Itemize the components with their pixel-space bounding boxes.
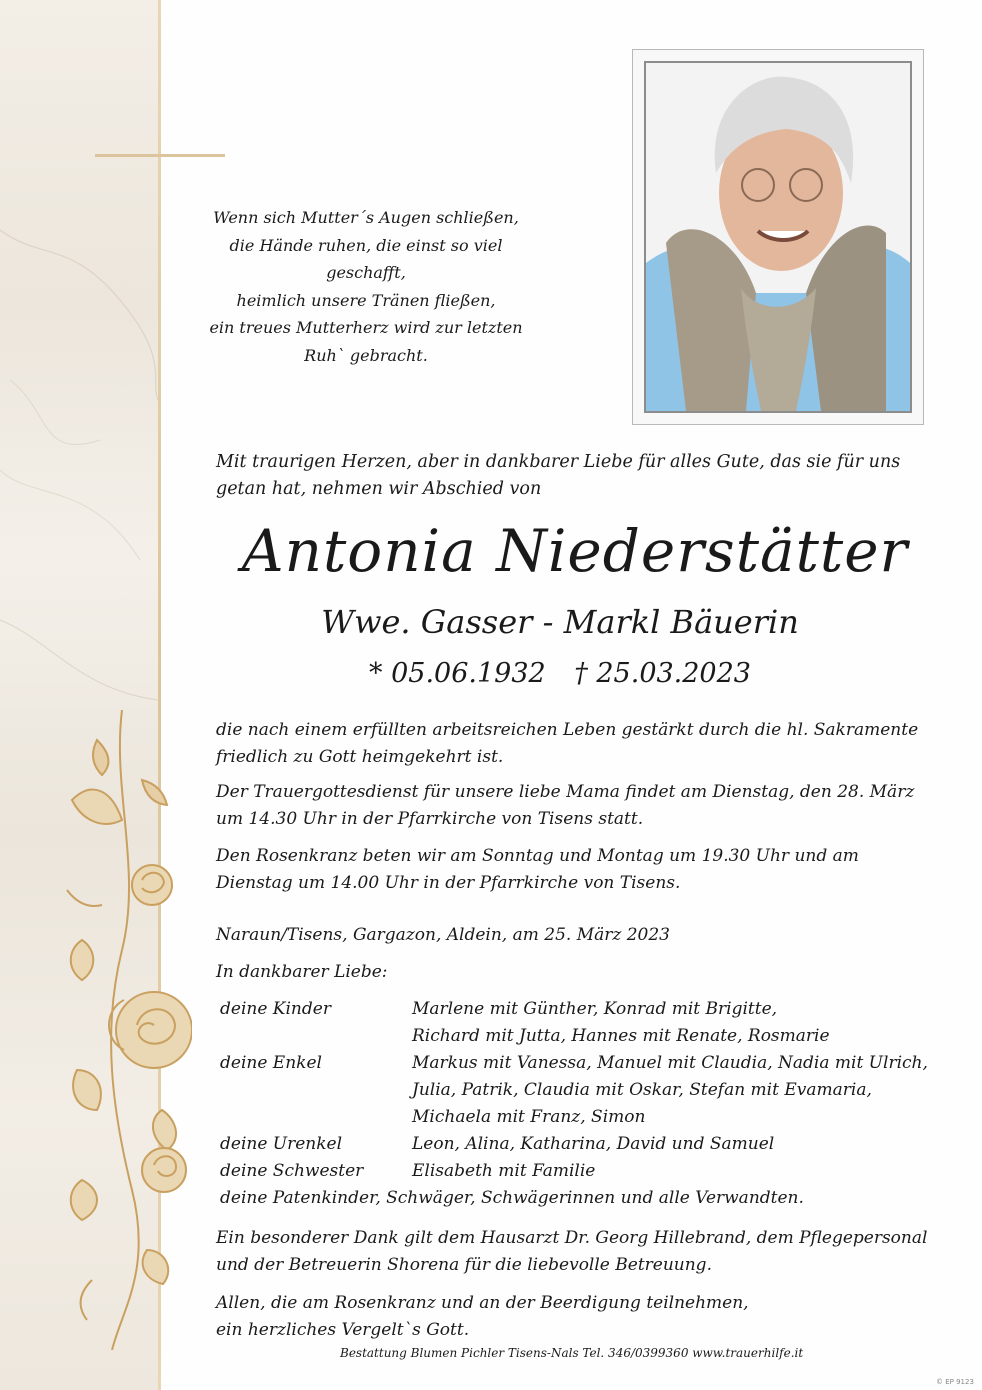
family-role: deine Enkel bbox=[220, 1053, 322, 1073]
portrait-frame bbox=[632, 49, 924, 425]
family-names: Elisabeth mit Familie bbox=[412, 1161, 596, 1181]
paragraph-line: die nach einem erfüllten arbeitsreichen Leben gestärkt durch die hl. Sakramente bbox=[216, 720, 919, 740]
poem-line: ein treues Mutterherz wird zur letzten bbox=[209, 318, 523, 337]
portrait-icon bbox=[646, 63, 910, 411]
family-row-great-grandchildren bbox=[220, 1131, 960, 1158]
family-names: Leon, Alina, Katharina, David und Samuel bbox=[412, 1134, 775, 1154]
poem bbox=[196, 204, 536, 369]
paragraph-rosary bbox=[216, 843, 946, 897]
family-role: deine Urenkel bbox=[220, 1134, 343, 1154]
closing-line: Allen, die am Rosenkranz und an der Beerdigung teilnehmen, bbox=[216, 1293, 749, 1313]
death-date: † 25.03.2023 bbox=[574, 658, 751, 689]
paragraph-line: friedlich zu Gott heimgekehrt ist. bbox=[216, 747, 504, 767]
paragraph-service bbox=[216, 779, 946, 833]
thanks-line: Ein besonderer Dank gilt dem Hausarzt Dr. Georg Hillebrand, dem Pflegepersonal bbox=[216, 1228, 928, 1248]
in-love-heading: In dankbarer Liebe: bbox=[216, 962, 388, 982]
intro-line: getan hat, nehmen wir Abschied von bbox=[216, 479, 542, 499]
poem-line: Wenn sich Mutter´s Augen schließen, bbox=[213, 208, 519, 227]
paragraph-line: Dienstag um 14.00 Uhr in der Pfarrkirche von Tisens. bbox=[216, 873, 681, 893]
thanks-text bbox=[216, 1225, 946, 1279]
rose-ornament-icon bbox=[52, 710, 192, 1350]
family-names: Marlene mit Günther, Konrad mit Brigitte, bbox=[412, 999, 778, 1019]
funeral-home-footer: Bestattung Blumen Pichler Tisens-Nals Tel. 346/0399360 www.trauerhilfe.it bbox=[340, 1346, 804, 1360]
family-row-grandchildren bbox=[220, 1050, 960, 1131]
closing-text bbox=[216, 1290, 946, 1344]
poem-line: die Hände ruhen, die einst so viel geschafft, bbox=[229, 235, 503, 282]
paragraph-line: Den Rosenkranz beten wir am Sonntag und Montag um 19.30 Uhr und am bbox=[216, 846, 859, 866]
paragraph-line: Der Trauergottesdienst für unsere liebe Mama findet am Dienstag, den 28. März bbox=[216, 782, 915, 802]
gold-horizontal-line bbox=[95, 154, 225, 157]
family-row-sister bbox=[220, 1158, 960, 1185]
family-names: Markus mit Vanessa, Manuel mit Claudia, Nadia mit Ulrich, bbox=[412, 1053, 928, 1073]
deceased-name: Antonia Niederstätter bbox=[241, 517, 909, 585]
portrait-photo bbox=[644, 61, 912, 413]
family-names: Julia, Patrik, Claudia mit Oskar, Stefan mit Evamaria, bbox=[412, 1080, 872, 1100]
closing-line: ein herzliches Vergelt`s Gott. bbox=[216, 1320, 470, 1340]
paragraph-death bbox=[216, 717, 946, 771]
life-dates bbox=[150, 654, 970, 694]
paragraph-line: um 14.30 Uhr in der Pfarrkirche von Tisens statt. bbox=[216, 809, 644, 829]
place-date: Naraun/Tisens, Gargazon, Aldein, am 25. März 2023 bbox=[216, 925, 670, 945]
poem-line: Ruh` gebracht. bbox=[304, 345, 428, 365]
intro-text bbox=[216, 449, 906, 503]
birth-date: * 05.06.1932 bbox=[369, 658, 546, 689]
intro-line: Mit traurigen Herzen, aber in dankbarer Liebe für alles Gute, das sie für uns bbox=[216, 452, 901, 472]
deceased-subtitle: Wwe. Gasser - Markl Bäuerin bbox=[321, 603, 799, 641]
family-role: deine Kinder bbox=[220, 999, 331, 1019]
print-code: © EP 9123 bbox=[936, 1378, 974, 1386]
family-role: deine Schwester bbox=[220, 1161, 364, 1181]
family-list bbox=[220, 996, 960, 1212]
family-names: Richard mit Jutta, Hannes mit Renate, Rosmarie bbox=[412, 1026, 830, 1046]
thanks-line: und der Betreuerin Shorena für die liebevolle Betreuung. bbox=[216, 1255, 712, 1275]
poem-line: heimlich unsere Tränen fließen, bbox=[236, 290, 496, 310]
family-row-children bbox=[220, 996, 960, 1050]
family-names: Michaela mit Franz, Simon bbox=[412, 1107, 646, 1127]
family-footer: deine Patenkinder, Schwäger, Schwägerinnen und alle Verwandten. bbox=[220, 1188, 804, 1208]
